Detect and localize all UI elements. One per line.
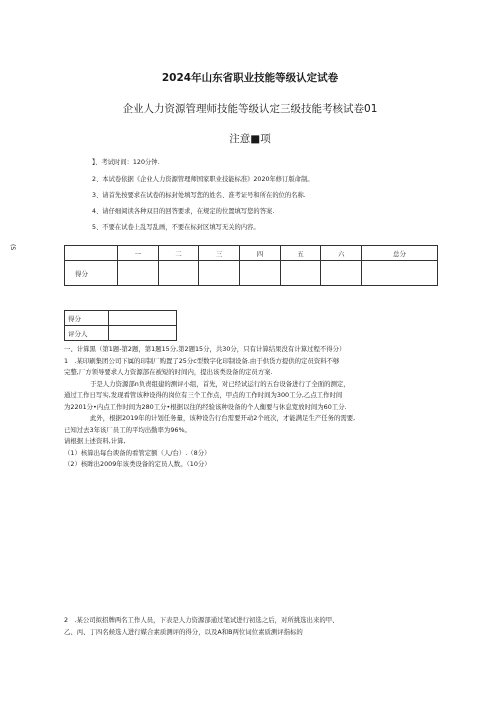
question-line: 请根据上述资料,计算, <box>64 437 126 445</box>
score-cell[interactable] <box>118 261 159 286</box>
grader-label: 评分人 <box>65 326 109 341</box>
score-header-cell: 五 <box>280 246 321 261</box>
score-header-cell: 一 <box>118 246 159 261</box>
question-line: 乙、丙、丁四名候选人进行媒合素质测评的得分，以及A和B两位词位素质测评指标的 <box>64 627 303 636</box>
grader-row <box>65 311 177 326</box>
score-cell[interactable] <box>280 261 321 286</box>
score-header-cell: 三 <box>199 246 240 261</box>
question-line: 于是人力资源部n负责组建的测评小组，首先，对已经试运行的五台设备进行了全面的测定， <box>90 379 350 388</box>
score-header-cell: 六 <box>321 246 362 261</box>
question-2 <box>64 615 440 638</box>
score-cell[interactable] <box>362 261 438 286</box>
question-line: 2 .某公司拟招牌两名工作人员，下表是人力资源部通过笔试进行初选之后，对所挑选出来的甲、 <box>64 616 339 624</box>
question-line: 通过工作日写实,发现看管该种设得的岗位有三个工作点，甲点的工作时间为300工分,乙点工作时间 <box>64 391 343 399</box>
score-cell[interactable] <box>321 261 362 286</box>
question-section <box>64 344 440 471</box>
exam-title: 2024年山东省职业技能等级认定试卷 <box>161 72 339 84</box>
question-line: 此外，根据2019年的计划任务量，该种设告行台需要开动2个班次，才能满足生产任务的需要, <box>90 414 356 422</box>
notice-item: 5、不要在试卷上乱写乱画，不要在标封区填写无关的内容。 <box>92 224 260 231</box>
grader-table <box>64 310 177 341</box>
grader-label: 得分 <box>65 311 109 326</box>
notice-heading: 注意■项 <box>229 133 271 145</box>
score-header-cell: 二 <box>158 246 199 261</box>
question-line: （1）核算出每台谀备的看管定额（人/台）.（8分） <box>64 448 211 457</box>
score-header-cell: 四 <box>240 246 281 261</box>
binding-margin-mark: (S <box>9 244 16 251</box>
exam-subtitle: 企业人力资源管理师技能等级认定三级技能考核试卷01 <box>122 103 378 115</box>
question-line: 为2201分•内点工作时间为280工分•根据以往的经验该种设备的个人衡要与休息宽放时间为60工分. <box>64 402 347 411</box>
score-table-row <box>65 261 438 286</box>
score-header-cell <box>65 246 118 261</box>
score-cell[interactable] <box>240 261 281 286</box>
grader-row <box>65 326 177 341</box>
question-line: 已知过去3年该厂员工的平均出勤率为96%。 <box>64 425 191 434</box>
grader-cell[interactable] <box>109 326 177 341</box>
question-line: 完整,厂方领导要求人力资源部在被短的时间内，提出该类设备的定员方案. <box>64 368 273 376</box>
notice-item: 】、考试时间：120分钟. <box>92 159 160 166</box>
notice-item: 2、本试卷依据《企业人力资源管理师国家职业技能标准》2020年修订版命制。 <box>92 176 314 183</box>
score-header-cell: 总分 <box>362 246 438 261</box>
score-cell[interactable] <box>199 261 240 286</box>
question-line: 1 .某印刷集团公司下属的印制厂购置了25分c型数字化印制设备.由于供货方提供的定员资料不够 <box>64 356 340 365</box>
score-table <box>64 245 438 286</box>
grader-cell[interactable] <box>109 311 177 326</box>
section-heading: 一、计算黑（第1题-第2题，第1题15分,第2题15分，共30分，只有计算结果没有计算过程不得分） <box>64 345 346 353</box>
score-table-header-row <box>65 246 438 261</box>
notice-item: 3、请首先按要求在试卷的标封处填写您的姓名、准考证号和所在的位的名称. <box>92 192 306 199</box>
notice-item: 4、请仔细阅读各种双目的回答要求，在规定的位置填写您的答案. <box>92 208 275 215</box>
score-cell[interactable] <box>158 261 199 286</box>
score-row-label: 得分 <box>65 261 118 286</box>
question-line: （2）核眸出2009年该类设备的定员人数。（10分） <box>64 460 211 468</box>
